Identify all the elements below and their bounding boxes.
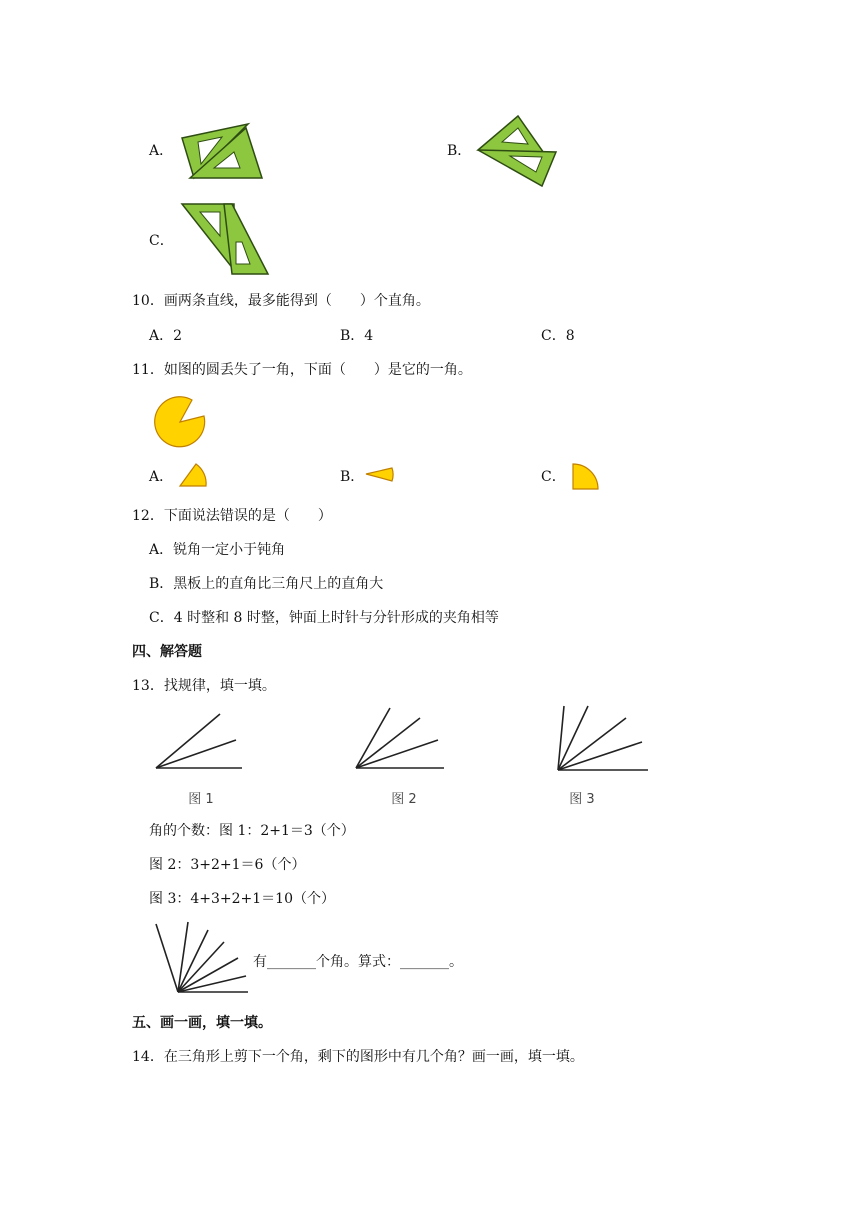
q11-option-a-label: A． [149,469,174,485]
q11-option-b-label: B． [340,469,365,485]
q9-option-b-figure [474,112,560,190]
q9-option-c-label: C． [149,233,174,249]
section-5-heading: 五、画一画，填一填。 [132,1015,272,1031]
q14-stem: 14．在三角形上剪下一个角，剩下的图形中有几个角？画一画，填一填。 [132,1049,584,1065]
q13-figure-3-caption: 图 3 [569,792,595,807]
q13-rule-line-1: 角的个数：图 1：2+1＝3（个） [149,823,355,839]
q9-option-a-label: A． [149,143,174,159]
q10-option-a: A．2 [149,328,183,344]
q12-stem: 12．下面说法错误的是（ ） [132,508,332,524]
q10-option-b: B．4 [340,328,374,344]
q12-option-b: B．黑板上的直角比三角尺上的直角大 [149,576,384,592]
q11-option-c-figure [570,462,602,492]
q9-option-b-label: B． [447,143,472,159]
q13-rule-line-3: 图 3：4+3+2+1＝10（个） [149,891,335,907]
q13-figure-1-caption: 图 1 [188,792,214,807]
q12-option-c: C．4 时整和 8 时整，钟面上时针与分针形成的夹角相等 [149,610,499,626]
q13-answer-blanks[interactable]: 有_______个角。算式：_______。 [253,954,463,970]
q13-stem: 13．找规律，填一填。 [132,678,276,694]
q9-option-c-figure [178,202,272,278]
q12-option-a: A．锐角一定小于钝角 [149,542,286,558]
q13-figure-2-caption: 图 2 [391,792,417,807]
q10-option-c: C．8 [541,328,575,344]
q13-figure-1 [150,710,246,776]
q13-rule-line-2: 图 2：3+2+1＝6（个） [149,857,306,873]
q13-figure-2 [350,706,448,776]
q9-option-a-figure [178,120,266,182]
section-4-heading: 四、解答题 [132,644,202,660]
q11-broken-circle-figure [152,394,208,450]
q13-figure-3 [552,704,650,776]
q11-option-a-figure [178,462,210,488]
q10-stem: 10．画两条直线，最多能得到（ ）个直角。 [132,293,430,309]
q13-question-figure [148,918,252,998]
q11-option-c-label: C． [541,469,566,485]
q11-option-b-figure [364,466,396,484]
q11-stem: 11．如图的圆丢失了一角，下面（ ）是它的一角。 [132,362,472,378]
